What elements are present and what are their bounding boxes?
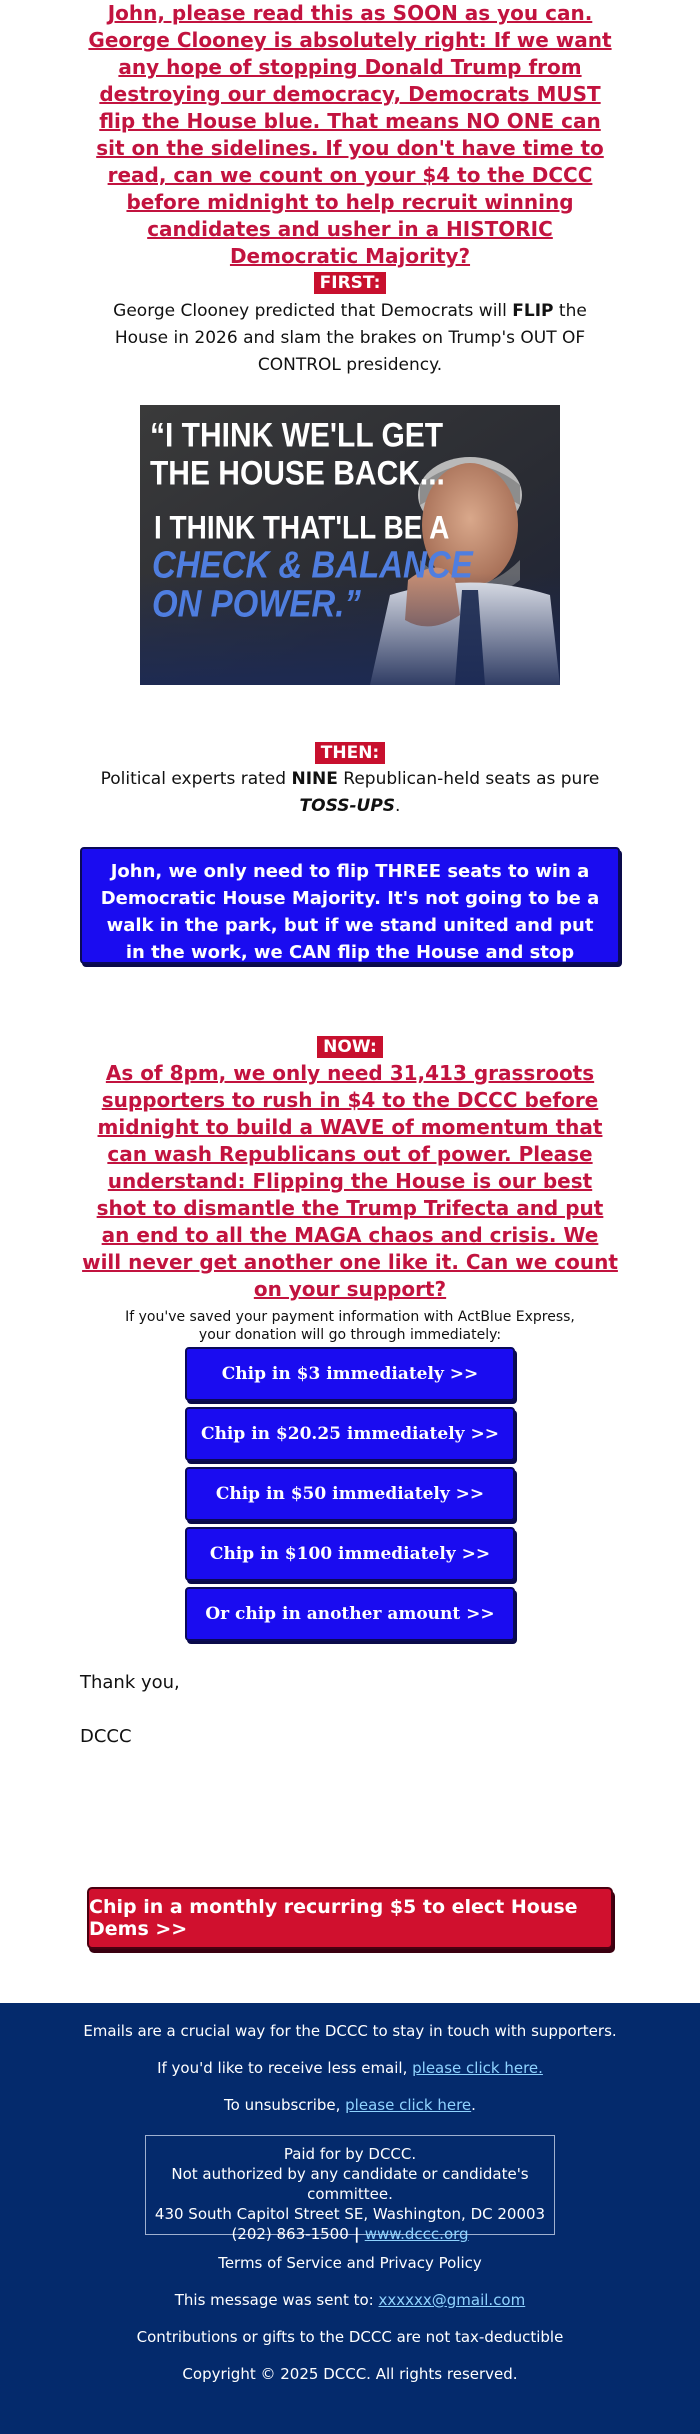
- paid-phone: (202) 863-1500: [231, 2225, 349, 2243]
- first-paragraph: [88, 298, 612, 379]
- intro-link[interactable]: John, please read this as SOON as you can. George Clooney is absolutely right: If we want any hope of stopping Donald Trump from destroying our democracy, Democrats MUST flip the House blue. That means NO ONE can sit on the sidelines. If you don't have time to read, can we count on your $4 to the DCCC before midnight to help recruit winning candidates and usher in a HISTORIC Democratic Majority?: [88, 1, 612, 268]
- then-label-wrap: [0, 742, 700, 764]
- paid-line-2: Not authorized by any candidate or candidate's committee.: [171, 2165, 529, 2203]
- paid-for-box: [145, 2135, 555, 2243]
- three-seats-callout[interactable]: John, we only need to flip THREE seats to win a Democratic House Majority. It's not going to be a walk in the park, but if we stand united and put in the work, we CAN flip the House and stop Trump's DISASTROUS agenda.: [80, 847, 620, 964]
- chip-in-other-button[interactable]: Or chip in another amount >>: [185, 1587, 515, 1641]
- first-label-wrap: [0, 272, 700, 294]
- less-email-link[interactable]: please click here.: [412, 2059, 543, 2077]
- unsub-end: .: [471, 2096, 476, 2114]
- paid-line-1: Paid for by DCCC.: [283, 2145, 417, 2163]
- paid-address: 430 South Capitol Street SE, Washington, DC 20003: [154, 2205, 546, 2223]
- first-text-a: George Clooney predicted that Democrats will: [113, 301, 513, 321]
- now-label: NOW:: [317, 1036, 383, 1058]
- then-text-a: Political experts rated: [100, 769, 292, 789]
- then-paragraph: [80, 766, 620, 820]
- tax-note: Contributions or gifts to the DCCC are not tax-deductible: [136, 2328, 564, 2346]
- first-text-b: the House in 2026 and slam the brakes on Trump's OUT OF CONTROL presidency.: [114, 301, 587, 375]
- quote-line-4: CHECK & BALANCE: [152, 543, 473, 587]
- copyright: Copyright © 2025 DCCC. All rights reserved.: [182, 2365, 518, 2383]
- footer-email-note: Emails are a crucial way for the DCCC to stay in touch with supporters.: [83, 2022, 617, 2040]
- dccc-site-link[interactable]: www.dccc.org: [364, 2225, 469, 2243]
- now-label-wrap: [0, 1036, 700, 1058]
- footer-sent-to: [0, 2290, 700, 2310]
- monthly-recurring-button[interactable]: Chip in a monthly recurring $5 to elect House Dems >>: [87, 1887, 613, 1949]
- now-link[interactable]: As of 8pm, we only need 31,413 grassroots supporters to rush in $4 to the DCCC before midnight to build a WAVE of momentum that can wash Republicans out of power. Please understand: Flipping the House is our best shot to dismantle the Trump Trifecta and put an end to all the MAGA chaos and crisis. We will never get another one like it. Can we count on your support?: [82, 1061, 618, 1301]
- quote-line-5: ON POWER.”: [152, 582, 361, 626]
- first-label: FIRST:: [314, 272, 387, 294]
- footer-less-email: [0, 2058, 700, 2078]
- chip-in-3-button[interactable]: Chip in $3 immediately >>: [185, 1347, 515, 1401]
- actblue-note-line1: If you've saved your payment information with ActBlue Express,: [125, 1309, 575, 1325]
- quote-line-3: I THINK THAT'LL BE A: [154, 510, 450, 546]
- first-text-bold: FLIP: [512, 301, 554, 321]
- recipient-email-link[interactable]: xxxxxx@gmail.com: [378, 2291, 526, 2309]
- paid-contact: [146, 2224, 554, 2244]
- then-text-bold: NINE: [291, 769, 338, 789]
- paid-separator: |: [348, 2225, 365, 2243]
- clooney-quote-image[interactable]: [140, 405, 560, 685]
- quote-line-2: THE HOUSE BACK...: [150, 453, 445, 492]
- actblue-express-note: [100, 1308, 600, 1344]
- chip-in-100-button[interactable]: Chip in $100 immediately >>: [185, 1527, 515, 1581]
- chip-in-50-button[interactable]: Chip in $50 immediately >>: [185, 1467, 515, 1521]
- then-text-italic: TOSS-UPS: [299, 796, 396, 816]
- chip-in-20-25-button[interactable]: Chip in $20.25 immediately >>: [185, 1407, 515, 1461]
- actblue-note-line2: your donation will go through immediately:: [198, 1327, 502, 1343]
- sender-name: DCCC: [80, 1726, 132, 1747]
- then-text-b: Republican-held seats as pure: [337, 769, 600, 789]
- unsubscribe-link[interactable]: please click here: [345, 2096, 472, 2114]
- unsub-text: To unsubscribe,: [224, 2096, 346, 2114]
- then-text-c: .: [395, 796, 401, 816]
- clooney-quote-graphic: [140, 405, 560, 685]
- footer: [0, 2003, 700, 2434]
- footer-unsubscribe: [0, 2095, 700, 2115]
- quote-line-1: “I THINK WE'LL GET: [150, 415, 444, 454]
- terms-privacy-link[interactable]: Terms of Service and Privacy Policy: [218, 2254, 482, 2272]
- sent-to-text: This message was sent to:: [174, 2291, 379, 2309]
- then-label: THEN:: [315, 742, 385, 764]
- thanks-text: Thank you,: [80, 1672, 180, 1693]
- less-email-text: If you'd like to receive less email,: [157, 2059, 413, 2077]
